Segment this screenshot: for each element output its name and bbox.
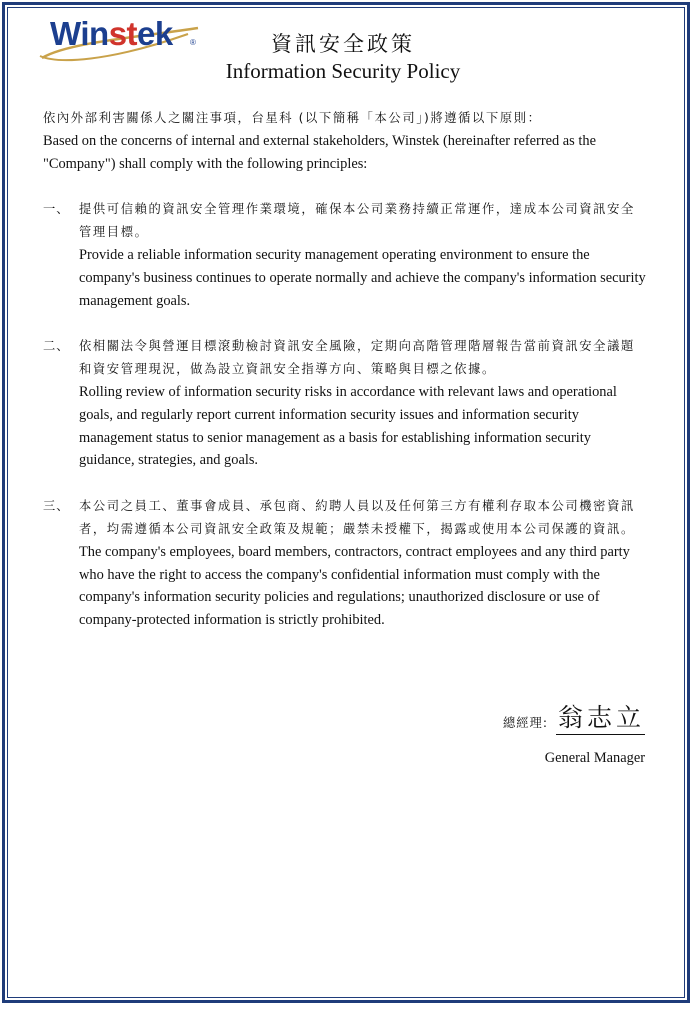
logo-text-part3: ek	[137, 15, 173, 52]
principle-item-3	[43, 495, 648, 632]
principle-1-chinese: 提供可信賴的資訊安全管理作業環境，確保本公司業務持續正常運作，達成本公司資訊安全管理目標。	[79, 202, 635, 240]
signature-title: General Manager	[544, 750, 645, 766]
principle-3-chinese: 本公司之員工、董事會成員、承包商、約聘人員以及任何第三方有權利存取本公司機密資訊者，均需遵循本公司資訊安全政策及規範；嚴禁未授權下，揭露或使用本公司保護的資訊。	[79, 499, 635, 536]
policy-content	[43, 107, 648, 632]
logo-text-part1: Win	[50, 15, 109, 52]
signature-name: 翁志立	[556, 702, 645, 735]
signature-label: 總經理:	[502, 716, 548, 730]
principle-1-english: Provide a reliable information security management operating environment to ensure the company's business continues to operate normally and achieve the company's information security management goals.	[79, 246, 646, 309]
logo-text-part2: st	[108, 15, 138, 52]
principle-number-3: 三、	[43, 499, 70, 514]
logo-registered-mark: ®	[190, 38, 196, 47]
principle-item-2	[43, 335, 648, 472]
principle-number-1: 一、	[43, 202, 70, 217]
title-english: Information Security Policy	[225, 59, 461, 83]
signature-block	[503, 702, 645, 735]
principle-item-1	[43, 198, 648, 312]
title-chinese: 資訊安全政策	[271, 32, 415, 56]
principle-number-2: 二、	[43, 339, 70, 354]
principle-3-english: The company's employees, board members, contractors, contract employees and any third party who have the right to access the company's confidential information must comply with the company's information security policies and regulations; unauthorized disclosure or use of company-protected information is strictly prohibited.	[79, 543, 630, 629]
intro-english: Based on the concerns of internal and external stakeholders, Winstek (hereinafter referred as the "Company") shall comply with the following principles:	[43, 132, 596, 172]
intro-chinese: 依內外部利害關係人之關注事項，台星科 (以下簡稱「本公司」)將遵循以下原則：	[43, 111, 542, 125]
principle-2-chinese: 依相關法令與營運目標滾動檢討資訊安全風險，定期向高階管理階層報告當前資訊安全議題和資安管理現況，做為設立資訊安全指導方向、策略與目標之依據。	[79, 339, 635, 377]
principle-2-english: Rolling review of information security risks in accordance with relevant laws and operational goals, and regularly report current information security issues and information security management status to senior management as a basis for establishing information security guidance, strategies, and goals.	[79, 383, 617, 469]
